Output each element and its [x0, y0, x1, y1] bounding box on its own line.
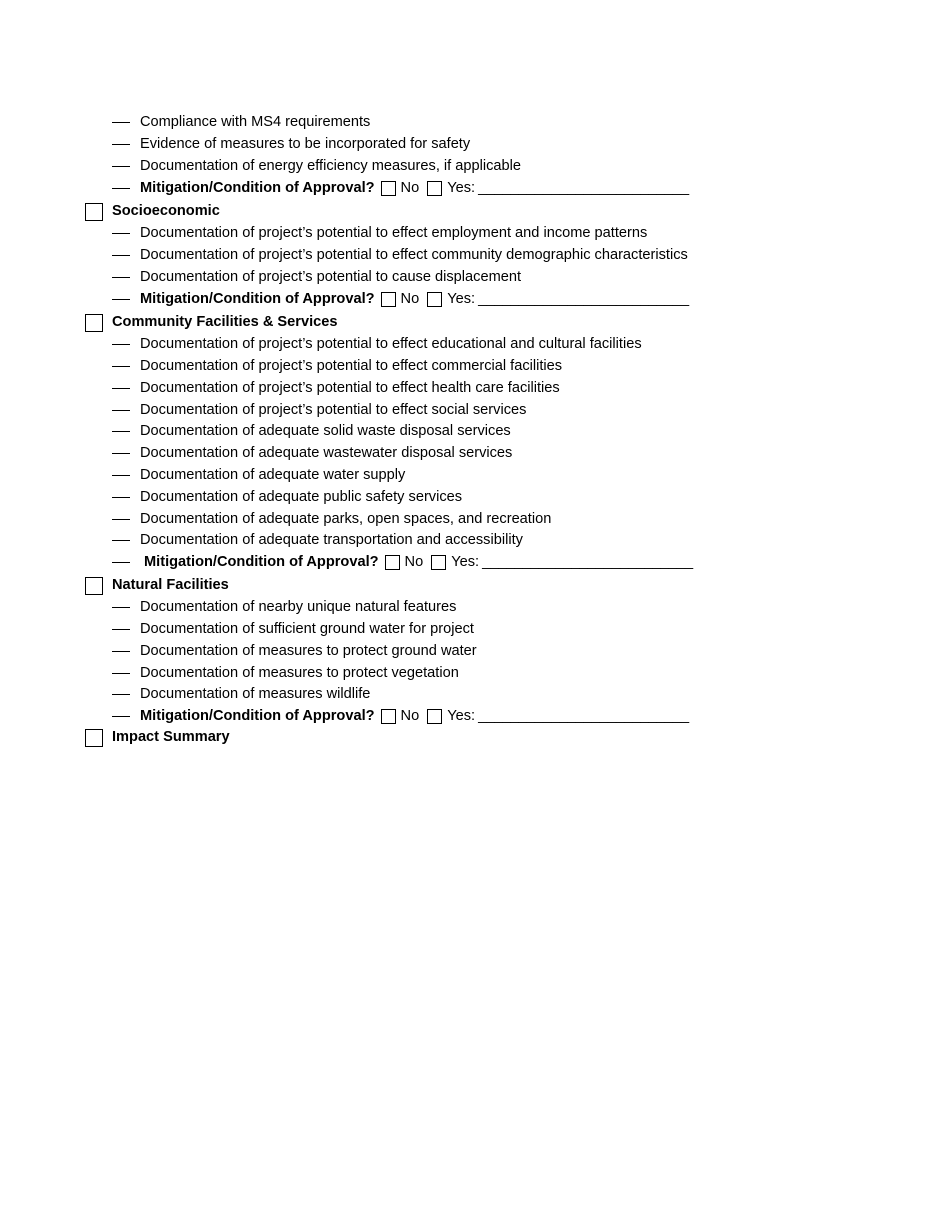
list-item [112, 267, 521, 288]
list-item [112, 487, 462, 508]
yes-answer-line[interactable]: __________________________ [478, 291, 690, 307]
list-item [112, 400, 526, 421]
item-text: Documentation of measures to protect ground water [140, 643, 477, 659]
dash-bullet [112, 694, 130, 695]
section-checkbox[interactable] [85, 729, 103, 747]
section-natural-facilities [85, 575, 229, 596]
list-item [112, 619, 474, 640]
mitigation-row [112, 706, 689, 727]
dash-bullet [112, 255, 130, 256]
mitigation-question: Mitigation/Condition of Approval? [144, 554, 379, 570]
dash-bullet [112, 344, 130, 345]
mitigation-question: Mitigation/Condition of Approval? [140, 291, 375, 307]
item-text: Documentation of project’s potential to effect social services [140, 402, 527, 418]
item-text: Documentation of project’s potential to effect community demographic characteristics [140, 247, 688, 263]
no-label: No [400, 708, 420, 724]
dash-bullet [112, 562, 130, 563]
list-item [112, 443, 512, 464]
item-text: Documentation of measures wildlife [140, 686, 371, 702]
yes-checkbox[interactable] [427, 181, 442, 196]
item-text: Documentation of project’s potential to effect educational and cultural facilities [140, 336, 642, 352]
yes-answer-line[interactable]: __________________________ [482, 554, 694, 570]
section-impact-summary [85, 727, 230, 748]
item-text: Documentation of adequate water supply [140, 467, 406, 483]
item-text: Documentation of project’s potential to effect employment and income patterns [140, 225, 648, 241]
dash-bullet [112, 673, 130, 674]
item-text: Documentation of adequate wastewater disposal services [140, 445, 513, 461]
mitigation-question: Mitigation/Condition of Approval? [140, 180, 375, 196]
item-text: Documentation of measures to protect vegetation [140, 665, 459, 681]
mitigation-row [112, 552, 693, 573]
dash-bullet [112, 475, 130, 476]
item-text: Documentation of project’s potential to effect health care facilities [140, 380, 560, 396]
list-item [112, 156, 521, 177]
list-item [112, 597, 456, 618]
dash-bullet [112, 188, 130, 189]
dash-bullet [112, 607, 130, 608]
list-item [112, 421, 511, 442]
list-item [112, 465, 405, 486]
item-text: Documentation of adequate transportation and accessibility [140, 532, 523, 548]
no-checkbox[interactable] [385, 555, 400, 570]
dash-bullet [112, 366, 130, 367]
dash-bullet [112, 453, 130, 454]
section-title: Socioeconomic [112, 203, 220, 219]
list-item [112, 334, 642, 355]
dash-bullet [112, 166, 130, 167]
yes-checkbox[interactable] [431, 555, 446, 570]
list-item [112, 223, 647, 244]
list-item [112, 641, 477, 662]
item-text: Documentation of project’s potential to cause displacement [140, 269, 522, 285]
item-text: Documentation of project’s potential to effect commercial facilities [140, 358, 563, 374]
dash-bullet [112, 716, 130, 717]
section-socioeconomic [85, 201, 220, 222]
mitigation-question: Mitigation/Condition of Approval? [140, 708, 375, 724]
section-community-facilities [85, 312, 337, 333]
dash-bullet [112, 388, 130, 389]
list-item [112, 245, 688, 266]
list-item [112, 663, 459, 684]
dash-bullet [112, 233, 130, 234]
dash-bullet [112, 122, 130, 123]
yes-label: Yes: [447, 708, 476, 724]
no-label: No [400, 180, 420, 196]
item-text: Documentation of adequate solid waste disposal services [140, 423, 511, 439]
item-text: Documentation of adequate parks, open spaces, and recreation [140, 511, 552, 527]
no-label: No [404, 554, 424, 570]
section-checkbox[interactable] [85, 314, 103, 332]
list-item [112, 509, 551, 530]
dash-bullet [112, 277, 130, 278]
no-label: No [400, 291, 420, 307]
list-item [112, 530, 523, 551]
section-title: Natural Facilities [112, 577, 229, 593]
list-item [112, 356, 562, 377]
dash-bullet [112, 410, 130, 411]
item-text: Documentation of energy efficiency measures, if applicable [140, 158, 521, 174]
dash-bullet [112, 519, 130, 520]
no-checkbox[interactable] [381, 181, 396, 196]
item-text: Documentation of adequate public safety services [140, 489, 463, 505]
list-item [112, 112, 370, 133]
mitigation-row [112, 178, 689, 199]
no-checkbox[interactable] [381, 292, 396, 307]
list-item [112, 378, 560, 399]
section-checkbox[interactable] [85, 203, 103, 221]
yes-checkbox[interactable] [427, 709, 442, 724]
section-title: Impact Summary [112, 729, 230, 745]
list-item [112, 134, 470, 155]
item-text: Compliance with MS4 requirements [140, 114, 371, 130]
yes-answer-line[interactable]: __________________________ [478, 708, 690, 724]
item-text: Evidence of measures to be incorporated for safety [140, 136, 471, 152]
yes-answer-line[interactable]: __________________________ [478, 180, 690, 196]
yes-label: Yes: [447, 180, 476, 196]
item-text: Documentation of sufficient ground water for project [140, 621, 474, 637]
dash-bullet [112, 144, 130, 145]
section-title: Community Facilities & Services [112, 314, 338, 330]
dash-bullet [112, 497, 130, 498]
dash-bullet [112, 299, 130, 300]
list-item [112, 684, 370, 705]
dash-bullet [112, 629, 130, 630]
yes-checkbox[interactable] [427, 292, 442, 307]
dash-bullet [112, 431, 130, 432]
mitigation-row [112, 289, 689, 310]
yes-label: Yes: [451, 554, 480, 570]
yes-label: Yes: [447, 291, 476, 307]
dash-bullet [112, 540, 130, 541]
section-checkbox[interactable] [85, 577, 103, 595]
item-text: Documentation of nearby unique natural features [140, 599, 457, 615]
dash-bullet [112, 651, 130, 652]
no-checkbox[interactable] [381, 709, 396, 724]
